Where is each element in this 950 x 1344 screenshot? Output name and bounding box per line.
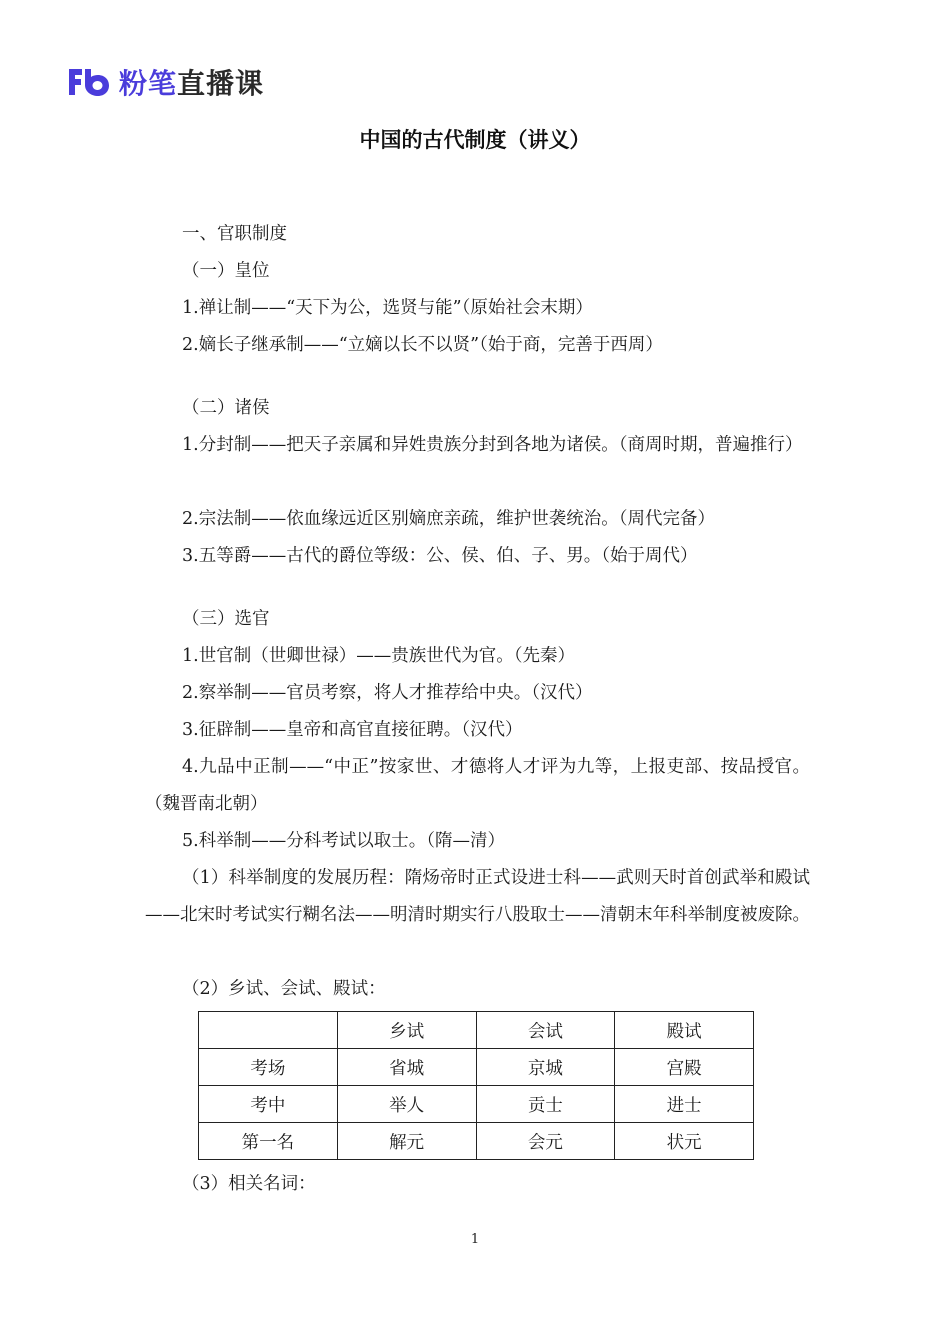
table-cell: 考场 bbox=[199, 1049, 338, 1086]
table-cell: 宫殿 bbox=[615, 1049, 754, 1086]
table-row bbox=[199, 1086, 754, 1123]
exam-levels-table bbox=[198, 1011, 754, 1160]
table-cell: 举人 bbox=[337, 1086, 476, 1123]
brand-logo bbox=[67, 62, 264, 102]
table-header-cell bbox=[199, 1012, 338, 1049]
table-header-cell: 乡试 bbox=[337, 1012, 476, 1049]
table-header-cell: 会试 bbox=[476, 1012, 615, 1049]
logo-brand-text: 粉笔 bbox=[119, 67, 178, 100]
logo-rest-text: 直播课 bbox=[177, 67, 265, 100]
page-number: 1 bbox=[470, 1232, 480, 1247]
list-item: 5.科举制——分科考试以取士。（隋—清） bbox=[182, 831, 505, 851]
list-item: 1.分封制——把天子亲属和异姓贵族分封到各地为诸侯。（商周时期，普遍推行） bbox=[182, 435, 803, 455]
table-cell: 考中 bbox=[199, 1086, 338, 1123]
list-item: 3.征辟制——皇帝和高官直接征聘。（汉代） bbox=[182, 720, 523, 740]
table-cell: 状元 bbox=[615, 1123, 754, 1160]
logo-text bbox=[119, 62, 264, 102]
subsection-heading-throne: （一）皇位 bbox=[182, 261, 270, 281]
list-item: 1.禅让制——“天下为公，选贤与能”（原始社会末期） bbox=[182, 298, 593, 318]
table-cell: 省城 bbox=[337, 1049, 476, 1086]
table-cell: 会元 bbox=[476, 1123, 615, 1160]
table-cell: 进士 bbox=[615, 1086, 754, 1123]
list-item: 3.五等爵——古代的爵位等级：公、侯、伯、子、男。（始于周代） bbox=[182, 546, 698, 566]
table-cell: 第一名 bbox=[199, 1123, 338, 1160]
table-cell: 京城 bbox=[476, 1049, 615, 1086]
page-title: 中国的古代制度（讲义） bbox=[359, 128, 591, 152]
list-item: 1.世官制（世卿世禄）——贵族世代为官。（先秦） bbox=[182, 646, 575, 666]
table-header-row bbox=[199, 1012, 754, 1049]
list-item: 2.宗法制——依血缘远近区别嫡庶亲疏，维护世袭统治。（周代完备） bbox=[182, 509, 715, 529]
table-cell: 贡士 bbox=[476, 1086, 615, 1123]
subsection-heading-selection: （三）选官 bbox=[182, 609, 270, 629]
list-item: 2.察举制——官员考察，将人才推荐给中央。（汉代） bbox=[182, 683, 593, 703]
table-row bbox=[199, 1049, 754, 1086]
list-item: 4.九品中正制——“中正”按家世、才德将人才评为九等，上报吏部、按品授官。（魏晋南北朝） bbox=[145, 757, 810, 814]
table-caption: （2）乡试、会试、殿试： bbox=[182, 979, 386, 999]
table-cell: 解元 bbox=[337, 1123, 476, 1160]
table-row bbox=[199, 1123, 754, 1160]
subsection-heading-vassals: （二）诸侯 bbox=[182, 398, 270, 418]
terms-heading: （3）相关名词： bbox=[182, 1174, 316, 1194]
paragraph-history: （1）科举制度的发展历程：隋炀帝时正式设进士科——武则天时首创武举和殿试——北宋时考试实行糊名法——明清时期实行八股取士——清朝末年科举制度被废除。 bbox=[145, 868, 810, 925]
fb-logo-icon bbox=[67, 67, 111, 97]
table-header-cell: 殿试 bbox=[615, 1012, 754, 1049]
list-item: 2.嫡长子继承制——“立嫡以长不以贤”（始于商，完善于西周） bbox=[182, 335, 663, 355]
section-heading: 一、官职制度 bbox=[182, 224, 287, 244]
